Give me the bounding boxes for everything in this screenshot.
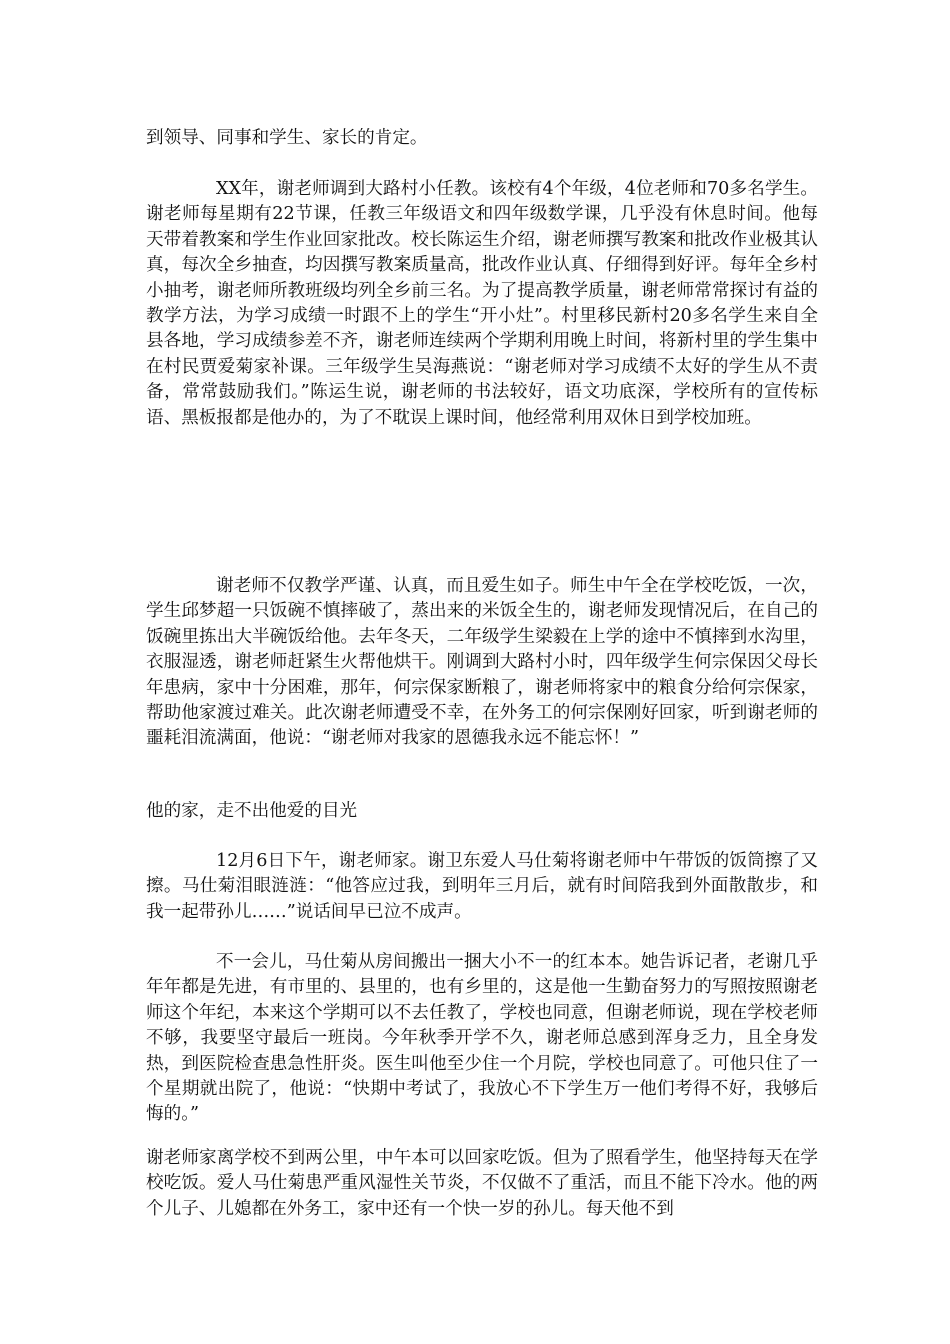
paragraph-red-books: 不一会儿，马仕菊从房间搬出一捆大小不一的红本本。她告诉记者，老谢几乎年年都是先进，有市里的、县里的，也有乡里的，这是他一生勤奋努力的写照按照谢老师这个年纪，本来这个学期可以不去任教了，学校也同意，但谢老师说，现在学校老师不够，我要坚守最后一班岗。今年秋季开学不久，谢老师总感到浑身乏力，且全身发热，到医院检查患急性肝炎。医生叫他至少住一个月院，学校也同意了。可他只住了一个星期就出院了，他说：“快期中考试了，我放心不下学生万一他们考得不好，我够后悔的。” [146,952,818,1125]
paragraph-intro-tail: 到领导、同事和学生、家长的肯定。 [146,128,428,148]
paragraph-home-visit: 12月6日下午，谢老师家。谢卫东爱人马仕菊将谢老师中午带饭的饭筒擦了又擦。马仕菊泪眼涟涟：“他答应过我，到明年三月后，就有时间陪我到外面散散步，和我一起带孙儿……”说话间早已泣不成声。 [146,851,818,922]
paragraph-teaching-work: XX年，谢老师调到大路村小任教。该校有4个年级，4位老师和70多名学生。谢老师每星期有22节课，任教三年级语文和四年级数学课，几乎没有休息时间。他每天带着教案和学生作业回家批改。校长陈运生介绍，谢老师撰写教案和批改作业极其认真，每次全乡抽查，均因撰写教案质量高，批改作业认真、仔细得到好评。每年全乡村小抽考，谢老师所教班级均列全乡前三名。为了提高教学质量，谢老师常常探讨有益的教学方法，为学习成绩一时跟不上的学生“开小灶”。村里移民新村20多名学生来自全县各地，学习成绩参差不齐，谢老师连续两个学期利用晚上时间，将新村里的学生集中在村民贾爱菊家补课。三年级学生吴海燕说：“谢老师对学习成绩不太好的学生从不责备，常常鼓励我们。”陈运生说，谢老师的书法较好，语文功底深，学校所有的宣传标语、黑板报都是他办的，为了不耽误上课时间，他经常利用双休日到学校加班。 [146,179,818,428]
paragraph-love-students: 谢老师不仅教学严谨、认真，而且爱生如子。师生中午全在学校吃饭，一次，学生邱梦超一只饭碗不慎摔破了，蒸出来的米饭全生的，谢老师发现情况后，在自己的饭碗里拣出大半碗饭给他。去年冬天，二年级学生梁毅在上学的途中不慎摔到水沟里，衣服湿透，谢老师赶紧生火帮他烘干。刚调到大路村小时，四年级学生何宗保因父母长年患病，家中十分困难，那年，何宗保家断粮了，谢老师将家中的粮食分给何宗保家，帮助他家渡过难关。此次谢老师遭受不幸，在外务工的何宗保刚好回家，听到谢老师的噩耗泪流满面，他说：“谢老师对我家的恩德我永远不能忘怀！” [146,576,818,749]
section-heading: 他的家，走不出他爱的目光 [146,801,358,821]
paragraph-lunch-at-school: 谢老师家离学校不到两公里，中午本可以回家吃饭。但为了照看学生，他坚持每天在学校吃饭。爱人马仕菊患严重风湿性关节炎，不仅做不了重活，而且不能下冷水。他的两个儿子、儿媳都在外务工，家中还有一个快一岁的孙儿。每天他不到 [146,1148,818,1219]
